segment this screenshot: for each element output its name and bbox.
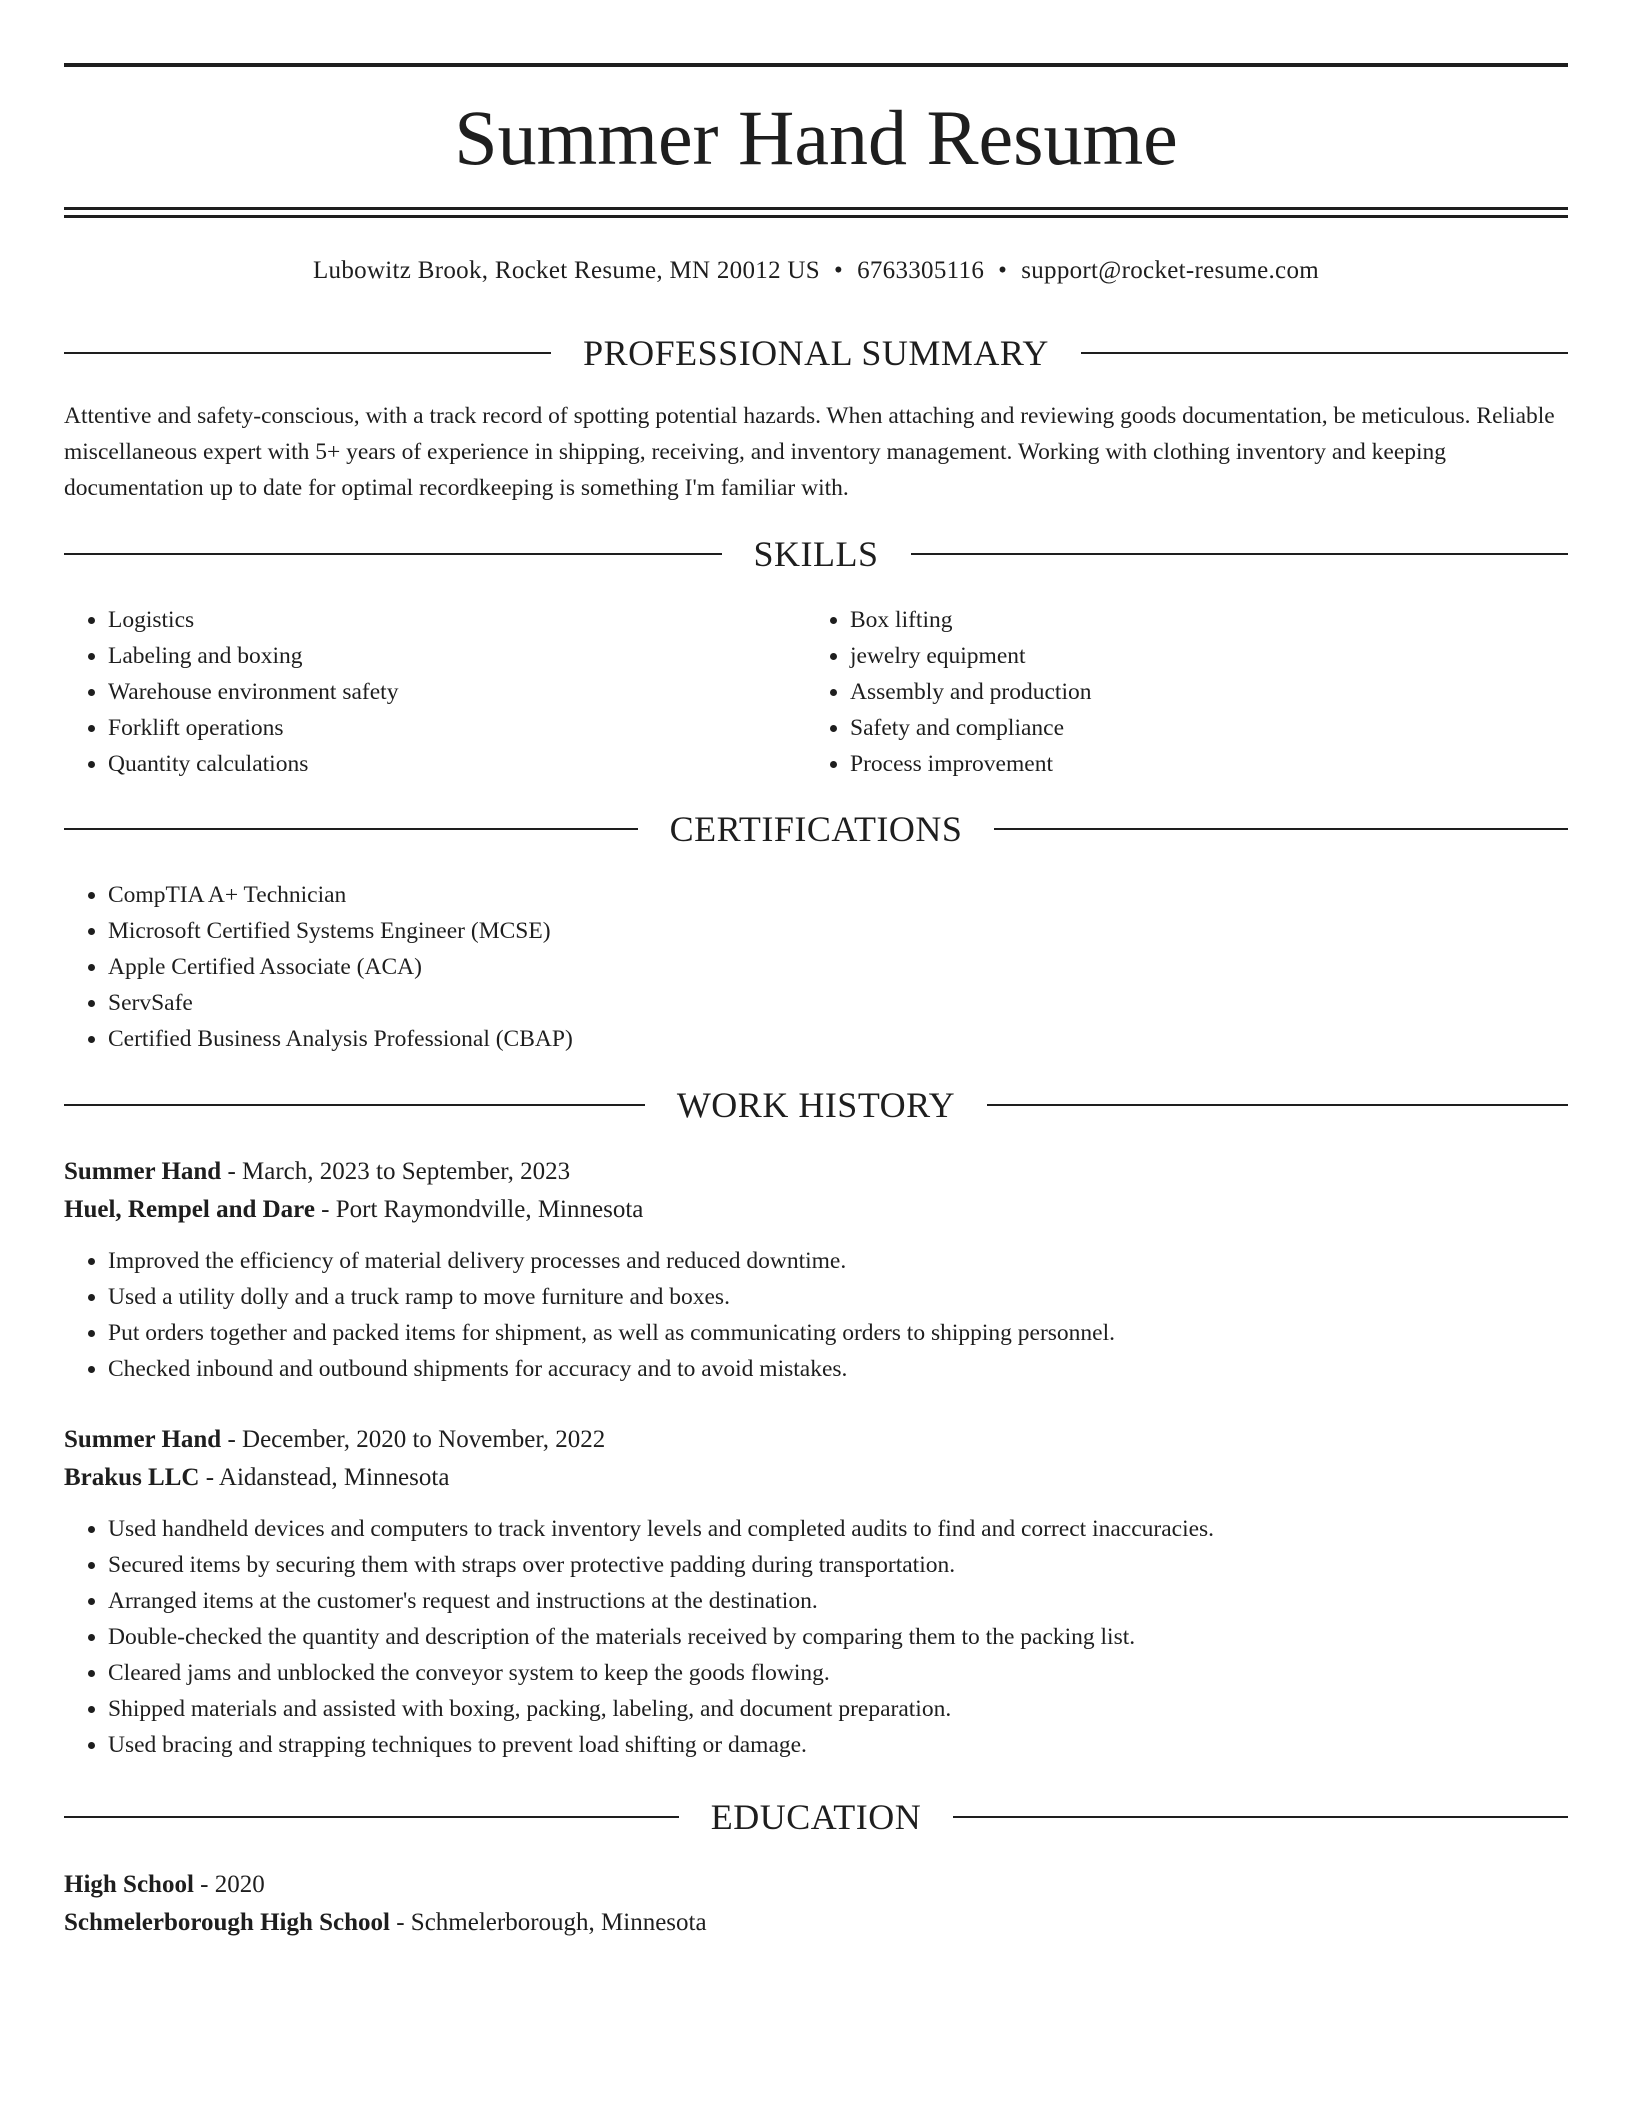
- section-header-skills: [64, 532, 1568, 576]
- contact-email: support@rocket-resume.com: [1021, 257, 1319, 284]
- section-divider: [64, 352, 551, 354]
- skill-item: • Logistics: [108, 602, 806, 638]
- job-company: Huel, Rempel and Dare: [64, 1196, 315, 1223]
- section-title: WORK HISTORY: [676, 1085, 956, 1125]
- section-header-certifications: [64, 807, 1568, 851]
- education-degree: High School: [64, 1871, 194, 1898]
- summary-text: Attentive and safety-conscious, with a track record of spotting potential hazards. When attaching and reviewing goods documentation, be meticulous. Reliable miscellaneous expert with 5+ years of experience in shipping, receiving, and inventory management. Working with clothing inventory and keeping documentation up to date for optimal recordkeeping is something I'm familiar with.: [64, 403, 1555, 501]
- skill-item: • Forklift operations: [108, 710, 806, 746]
- skill-item: • Box lifting: [850, 602, 1548, 638]
- education-location: - Schmelerborough, Minnesota: [389, 1909, 707, 1936]
- section-divider: [64, 828, 638, 830]
- section-divider: [911, 553, 1569, 555]
- job-bullet: • Cleared jams and unblocked the conveyor system to keep the goods flowing.: [108, 1655, 1568, 1691]
- skill-item: • Quantity calculations: [108, 746, 806, 782]
- job-company: Brakus LLC: [64, 1464, 200, 1491]
- contact-address: Lubowitz Brook, Rocket Resume, MN 20012 US: [312, 257, 820, 284]
- education-year: - 2020: [193, 1871, 265, 1898]
- skill-item: • Labeling and boxing: [108, 638, 806, 674]
- education-school-line: [64, 1904, 1568, 1942]
- section-header-work: [64, 1083, 1568, 1127]
- job-bullet: • Improved the efficiency of material delivery processes and reduced downtime.: [108, 1243, 1568, 1279]
- certification-item: • Certified Business Analysis Professional (CBAP): [108, 1021, 1568, 1057]
- certification-item: • ServSafe: [108, 985, 1568, 1021]
- section-divider: [64, 1104, 645, 1106]
- job-entry: [64, 1153, 1568, 1387]
- contact-phone: 6763305116: [857, 257, 985, 284]
- skill-item: • Warehouse environment safety: [108, 674, 806, 710]
- job-bullet: • Shipped materials and assisted with boxing, packing, labeling, and document preparation.: [108, 1691, 1568, 1727]
- skill-item: • jewelry equipment: [850, 638, 1548, 674]
- job-location: - Aidanstead, Minnesota: [199, 1464, 450, 1491]
- contact-line: [64, 253, 1568, 289]
- title-double-rule: [64, 207, 1568, 218]
- job-location: - Port Raymondville, Minnesota: [314, 1196, 644, 1223]
- job-company-line: [64, 1459, 1568, 1497]
- section-divider: [64, 1816, 679, 1818]
- section-title: PROFESSIONAL SUMMARY: [583, 333, 1049, 373]
- section-divider: [987, 1104, 1568, 1106]
- section-title: CERTIFICATIONS: [669, 809, 963, 849]
- job-title-line: [64, 1153, 1568, 1191]
- education-school: Schmelerborough High School: [64, 1909, 390, 1936]
- skill-item: • Safety and compliance: [850, 710, 1548, 746]
- education-entry: [64, 1866, 1568, 1942]
- job-bullet: • Put orders together and packed items for shipment, as well as communicating orders to shipping personnel.: [108, 1315, 1568, 1351]
- job-bullet: • Double-checked the quantity and description of the materials received by comparing them to the packing list.: [108, 1619, 1568, 1655]
- section-divider: [1081, 352, 1568, 354]
- certification-item: • Apple Certified Associate (ACA): [108, 949, 1568, 985]
- section-divider: [953, 1816, 1568, 1818]
- top-rule: [64, 63, 1568, 67]
- job-bullet: • Secured items by securing them with straps over protective padding during transportation.: [108, 1547, 1568, 1583]
- job-bullet: • Arranged items at the customer's request and instructions at the destination.: [108, 1583, 1568, 1619]
- certification-item: • Microsoft Certified Systems Engineer (MCSE): [108, 913, 1568, 949]
- job-title: Summer Hand: [64, 1158, 222, 1185]
- job-dates: - March, 2023 to September, 2023: [221, 1158, 571, 1185]
- job-bullet: • Used bracing and strapping techniques to prevent load shifting or damage.: [108, 1727, 1568, 1763]
- section-header-education: [64, 1795, 1568, 1839]
- job-title: Summer Hand: [64, 1426, 222, 1453]
- section-divider: [994, 828, 1568, 830]
- job-dates: - December, 2020 to November, 2022: [221, 1426, 606, 1453]
- job-bullets: [64, 1243, 1568, 1387]
- job-entry: [64, 1421, 1568, 1763]
- section-header-summary: [64, 331, 1568, 375]
- job-bullets: [64, 1511, 1568, 1763]
- skills-column-right: [806, 602, 1548, 782]
- job-title-line: [64, 1421, 1568, 1459]
- certification-item: • CompTIA A+ Technician: [108, 877, 1568, 913]
- education-degree-line: [64, 1866, 1568, 1904]
- contact-separator: •: [834, 257, 844, 284]
- job-bullet: • Used handheld devices and computers to track inventory levels and completed audits to find and correct inaccuracies.: [108, 1511, 1568, 1547]
- skills-list: [64, 602, 1568, 782]
- skill-item: • Process improvement: [850, 746, 1548, 782]
- skill-item: • Assembly and production: [850, 674, 1548, 710]
- certifications-list: [64, 877, 1568, 1057]
- section-divider: [64, 553, 722, 555]
- job-bullet: • Checked inbound and outbound shipments for accuracy and to avoid mistakes.: [108, 1351, 1568, 1387]
- resume-title: Summer Hand Resume: [454, 94, 1178, 181]
- job-company-line: [64, 1191, 1568, 1229]
- section-title: SKILLS: [753, 534, 879, 574]
- skills-column-left: [64, 602, 806, 782]
- section-title: EDUCATION: [710, 1797, 922, 1837]
- contact-separator: •: [998, 257, 1008, 284]
- job-bullet: • Used a utility dolly and a truck ramp to move furniture and boxes.: [108, 1279, 1568, 1315]
